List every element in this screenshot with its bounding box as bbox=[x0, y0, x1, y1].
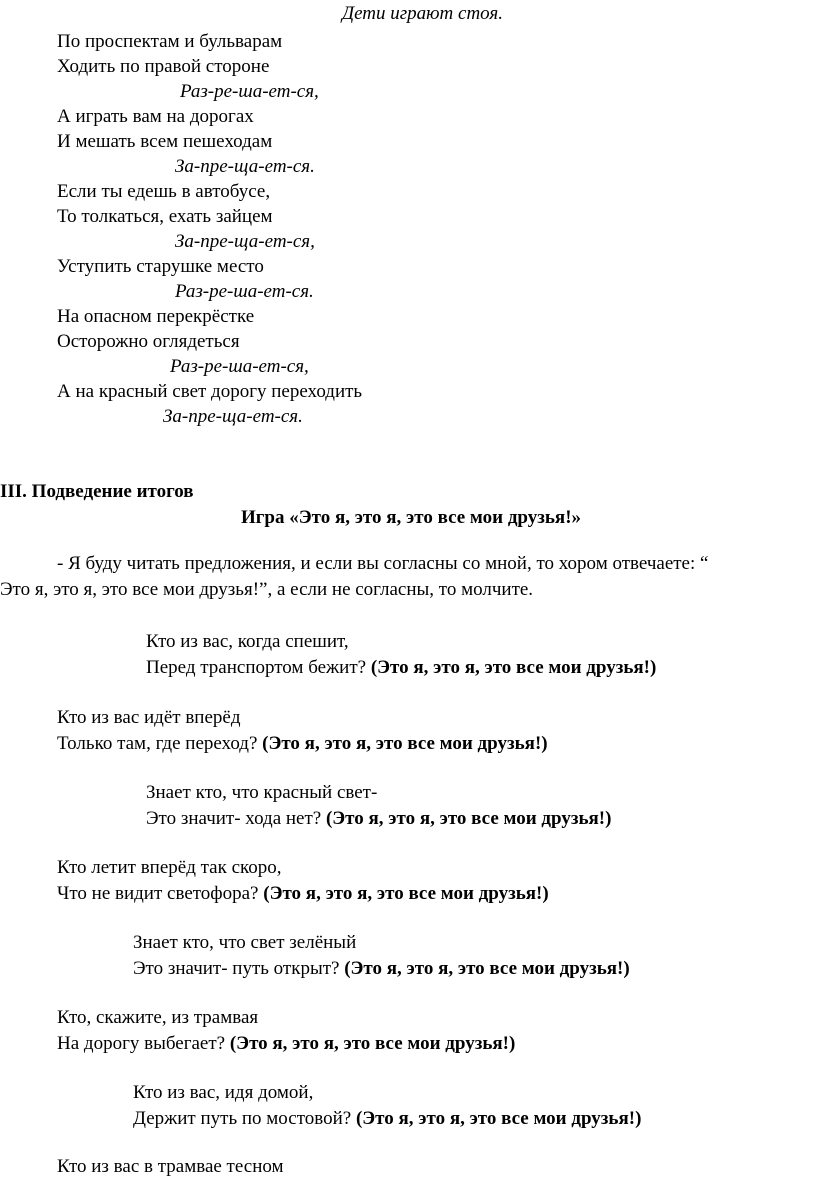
chorus-answer: (Это я, это я, это все мои друзья!) bbox=[355, 1108, 642, 1129]
chorus-answer: (Это я, это я, это все мои друзья!) bbox=[263, 883, 549, 904]
verse-line: Кто из вас в трамвае тесном bbox=[57, 1156, 284, 1177]
section-heading: III. Подведение итогов bbox=[0, 481, 194, 502]
poem-line: Если ты едешь в автобусе, bbox=[57, 181, 271, 202]
poem-refrain: Раз-ре-ша-ет-ся. bbox=[175, 281, 314, 302]
game-instructions-line-1: - Я буду читать предложения, и если вы согласны со мной, то хором отвечаете: “ bbox=[57, 553, 709, 574]
verse-line: Что не видит светофора? (Это я, это я, это все мои друзья!) bbox=[57, 883, 549, 904]
chorus-answer: (Это я, это я, это все мои друзья!) bbox=[344, 958, 630, 979]
poem-refrain: Раз-ре-ша-ет-ся, bbox=[180, 81, 319, 102]
game-title: Игра «Это я, это я, это все мои друзья!» bbox=[241, 507, 582, 528]
poem-line: На опасном перекрёстке bbox=[57, 306, 255, 327]
poem-line: Уступить старушке место bbox=[57, 256, 264, 277]
poem-line: По проспектам и бульварам bbox=[57, 31, 283, 52]
chorus-answer: (Это я, это я, это все мои друзья!) bbox=[229, 1033, 516, 1054]
verse-line: Знает кто, что красный свет- bbox=[146, 782, 378, 803]
poem-line: То толкаться, ехать зайцем bbox=[57, 206, 273, 227]
verse-line: На дорогу выбегает? (Это я, это я, это все мои друзья!) bbox=[57, 1033, 516, 1054]
verse-line: Кто из вас, идя домой, bbox=[133, 1082, 314, 1103]
verse-line: Только там, где переход? (Это я, это я, это все мои друзья!) bbox=[57, 733, 548, 754]
verse-line: Перед транспортом бежит? (Это я, это я, это все мои друзья!) bbox=[146, 657, 657, 678]
verse-line: Знает кто, что свет зелёный bbox=[133, 932, 357, 953]
verse-line: Кто летит вперёд так скоро, bbox=[57, 857, 282, 878]
verse-line: Это значит- путь открыт? (Это я, это я, это все мои друзья!) bbox=[133, 958, 630, 979]
poem-refrain: За-пре-ща-ет-ся, bbox=[175, 231, 315, 252]
poem-refrain: Раз-ре-ша-ет-ся, bbox=[170, 356, 309, 377]
chorus-answer: (Это я, это я, это все мои друзья!) bbox=[262, 733, 548, 754]
game-instructions-line-2: Это я, это я, это все мои друзья!”, а если не согласны, то молчите. bbox=[0, 579, 534, 600]
verse-line: Кто из вас идёт вперёд bbox=[57, 707, 241, 728]
poem-line: А на красный свет дорогу переходить bbox=[57, 381, 363, 402]
verse-line: Кто, скажите, из трамвая bbox=[57, 1007, 259, 1028]
poem-line: Ходить по правой стороне bbox=[57, 56, 270, 77]
verse-line: Кто из вас, когда спешит, bbox=[146, 631, 349, 652]
poem-refrain: За-пре-ща-ет-ся. bbox=[175, 156, 315, 177]
poem-refrain: За-пре-ща-ет-ся. bbox=[163, 406, 303, 427]
poem-line: Осторожно оглядеться bbox=[57, 331, 240, 352]
chorus-answer: (Это я, это я, это все мои друзья!) bbox=[325, 808, 612, 829]
poem-title: Дети играют стоя. bbox=[342, 3, 504, 24]
chorus-answer: (Это я, это я, это все мои друзья!) bbox=[370, 657, 657, 678]
verse-line: Это значит- хода нет? (Это я, это я, это все мои друзья!) bbox=[146, 808, 612, 829]
poem-line: И мешать всем пешеходам bbox=[57, 131, 273, 152]
verse-line: Держит путь по мостовой? (Это я, это я, это все мои друзья!) bbox=[133, 1108, 642, 1129]
poem-line: А играть вам на дорогах bbox=[57, 106, 254, 127]
